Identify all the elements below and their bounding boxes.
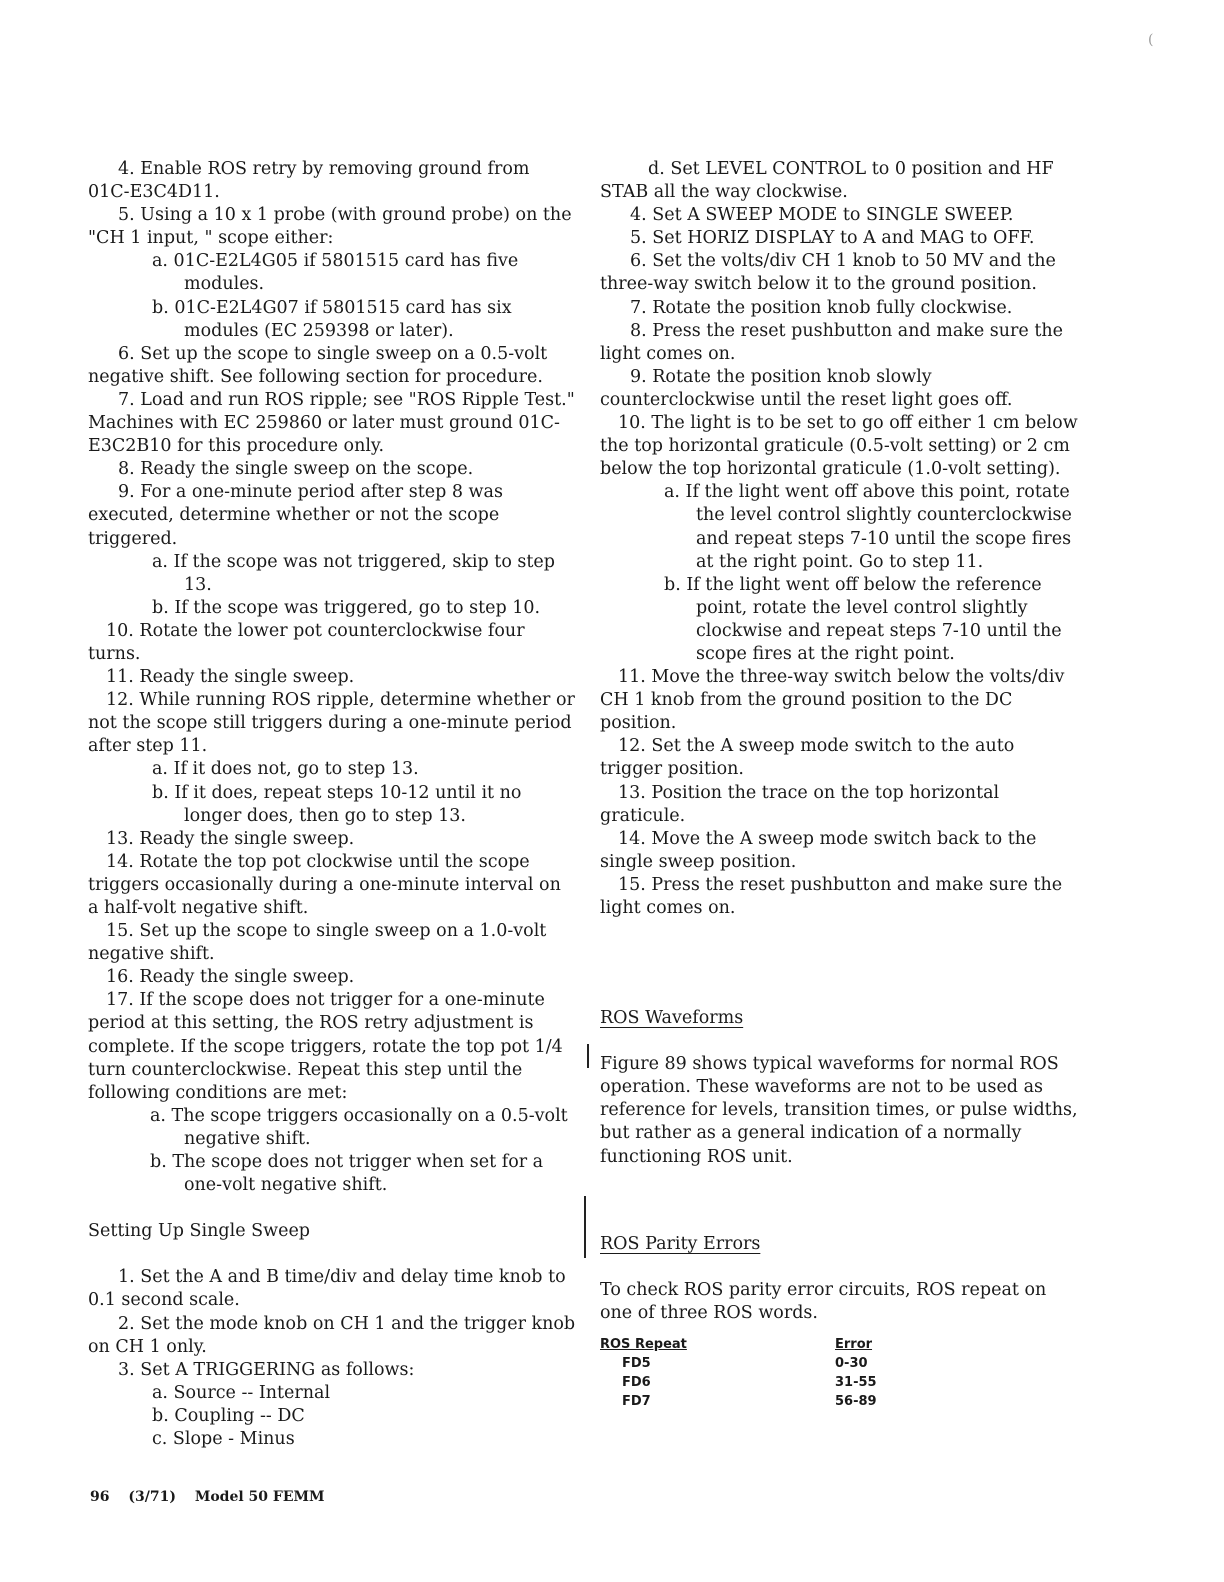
step-12: 12. While running ROS ripple, determine whether or not the scope still triggers during a one-minute period after step 11. <box>88 690 575 757</box>
change-bar <box>584 1196 586 1258</box>
edge-mark: ( <box>1148 32 1154 48</box>
step-14: 14. Rotate the top pot clockwise until the scope triggers occasionally during a one-minute interval on a half-volt negative shift. <box>88 851 561 918</box>
setup-step-3b: b. Coupling -- DC <box>152 1405 305 1426</box>
setup-step-4: 4. Set A SWEEP MODE to SINGLE SWEEP. <box>630 205 1014 226</box>
setup-step-3: 3. Set A TRIGGERING as follows: <box>118 1359 415 1380</box>
step-7: 7. Load and run ROS ripple; see "ROS Ripple Test." Machines with EC 259860 or later must ground 01C-E3C2B10 for this procedure only. <box>88 389 575 457</box>
revision-date: (3/71) <box>128 1489 176 1505</box>
cell-repeat: FD7 <box>622 1393 651 1409</box>
header-ros-repeat: ROS Repeat <box>600 1336 687 1352</box>
step-8: 8. Ready the single sweep on the scope. <box>118 459 474 480</box>
step-5b: b. 01C-E2L4G07 if 5801515 card has six modules (EC 259398 or later). <box>152 297 512 341</box>
step-12a: a. If it does not, go to step 13. <box>152 759 419 780</box>
step-9b: b. If the scope was triggered, go to step 10. <box>152 597 541 618</box>
step-15: 15. Set up the scope to single sweep on a 1.0-volt negative shift. <box>88 921 547 965</box>
step-6: 6. Set up the scope to single sweep on a 0.5-volt negative shift. See following section for procedure. <box>88 343 548 387</box>
step-10: 10. Rotate the lower pot counterclockwise four turns. <box>88 620 525 664</box>
manual-title: Model 50 FEMM <box>194 1489 325 1505</box>
step-5a: a. 01C-E2L4G05 if 5801515 card has five modules. <box>152 251 519 295</box>
setup-step-1: 1. Set the A and B time/div and delay time knob to 0.1 second scale. <box>88 1267 566 1311</box>
setup-step-3c: c. Slope - Minus <box>152 1428 295 1449</box>
setup-step-10b: b. If the light went off below the reference point, rotate the level control slightly clockwise and repeat steps 7-10 until the scope fires at the right point. <box>664 574 1062 664</box>
step-12b: b. If it does, repeat steps 10-12 until it no longer does, then go to step 13. <box>152 782 522 826</box>
table-row <box>600 1354 1078 1373</box>
step-4: 4. Enable ROS retry by removing ground from 01C-E3C4D11. <box>88 159 530 203</box>
setup-step-7: 7. Rotate the position knob fully clockwise. <box>630 297 1013 318</box>
left-column <box>88 158 576 1451</box>
setup-step-12: 12. Set the A sweep mode switch to the auto trigger position. <box>600 736 1015 780</box>
step-9a: a. If the scope was not triggered, skip to step 13. <box>152 551 555 595</box>
step-16: 16. Ready the single sweep. <box>106 967 355 988</box>
setup-step-15: 15. Press the reset pushbutton and make sure the light comes on. <box>600 874 1063 918</box>
table-row <box>600 1373 1078 1392</box>
ros-parity-table <box>600 1335 1078 1411</box>
step-9: 9. For a one-minute period after step 8 was executed, determine whether or not the scope triggered. <box>88 482 503 549</box>
cell-error: 31-55 <box>835 1374 877 1390</box>
step-17a: a. The scope triggers occasionally on a 0.5-volt negative shift. <box>150 1105 568 1149</box>
setup-step-14: 14. Move the A sweep mode switch back to the single sweep position. <box>600 828 1037 872</box>
table-header <box>600 1335 1078 1354</box>
header-error: Error <box>835 1336 873 1352</box>
step-17b: b. The scope does not trigger when set for a one-volt negative shift. <box>150 1152 544 1196</box>
step-11: 11. Ready the single sweep. <box>106 667 355 688</box>
setup-step-13: 13. Position the trace on the top horizontal graticule. <box>600 782 1000 826</box>
cell-repeat: FD5 <box>622 1355 651 1371</box>
ros-waveforms-text: Figure 89 shows typical waveforms for normal ROS operation. These waveforms are not to be used as reference for levels, transition times, or pulse widths, but rather as a general indication of a normally functioning ROS unit. <box>600 1054 1078 1167</box>
setup-step-3a: a. Source -- Internal <box>152 1382 331 1403</box>
setup-step-9: 9. Rotate the position knob slowly counterclockwise until the reset light goes off. <box>600 366 1013 410</box>
page-number: 96 <box>90 1489 110 1505</box>
setup-step-8: 8. Press the reset pushbutton and make sure the light comes on. <box>600 320 1064 364</box>
right-column <box>600 158 1078 1411</box>
setup-step-11: 11. Move the three-way switch below the volts/div CH 1 knob from the ground position to the DC position. <box>600 667 1065 734</box>
page-footer <box>90 1489 339 1505</box>
cell-repeat: FD6 <box>622 1374 651 1390</box>
setup-step-2: 2. Set the mode knob on CH 1 and the trigger knob on CH 1 only. <box>88 1313 576 1357</box>
ros-waveforms-heading: ROS Waveforms <box>600 1008 744 1029</box>
ros-parity-text: To check ROS parity error circuits, ROS repeat on one of three ROS words. <box>600 1279 1047 1323</box>
setup-step-6: 6. Set the volts/div CH 1 knob to 50 MV and the three-way switch below it to the ground position. <box>600 251 1056 295</box>
step-17: 17. If the scope does not trigger for a one-minute period at this setting, the ROS retry adjustment is complete. If the scope triggers, rotate the top pot 1/4 turn counterclockwise. Repeat this step until the following conditions are met: <box>88 990 563 1103</box>
setup-step-10a: a. If the light went off above this point, rotate the level control slightly counterclockwise and repeat steps 7-10 until the scope fires at the right point. Go to step 11. <box>664 482 1072 572</box>
table-row <box>600 1392 1078 1411</box>
setup-step-10: 10. The light is to be set to go off either 1 cm below the top horizontal graticule (0.5-volt setting) or 2 cm below the top horizontal graticule (1.0-volt setting). <box>600 413 1078 480</box>
step-5: 5. Using a 10 x 1 probe (with ground probe) on the "CH 1 input, " scope either: <box>88 205 572 249</box>
setup-step-3d: d. Set LEVEL CONTROL to 0 position and HF STAB all the way clockwise. <box>600 159 1054 203</box>
cell-error: 0-30 <box>835 1355 868 1371</box>
setup-step-5: 5. Set HORIZ DISPLAY to A and MAG to OFF. <box>630 228 1035 249</box>
ros-parity-heading: ROS Parity Errors <box>600 1233 761 1254</box>
step-13: 13. Ready the single sweep. <box>106 828 355 849</box>
setup-heading: Setting Up Single Sweep <box>88 1221 311 1242</box>
cell-error: 56-89 <box>835 1393 877 1409</box>
change-bar <box>587 1044 589 1068</box>
